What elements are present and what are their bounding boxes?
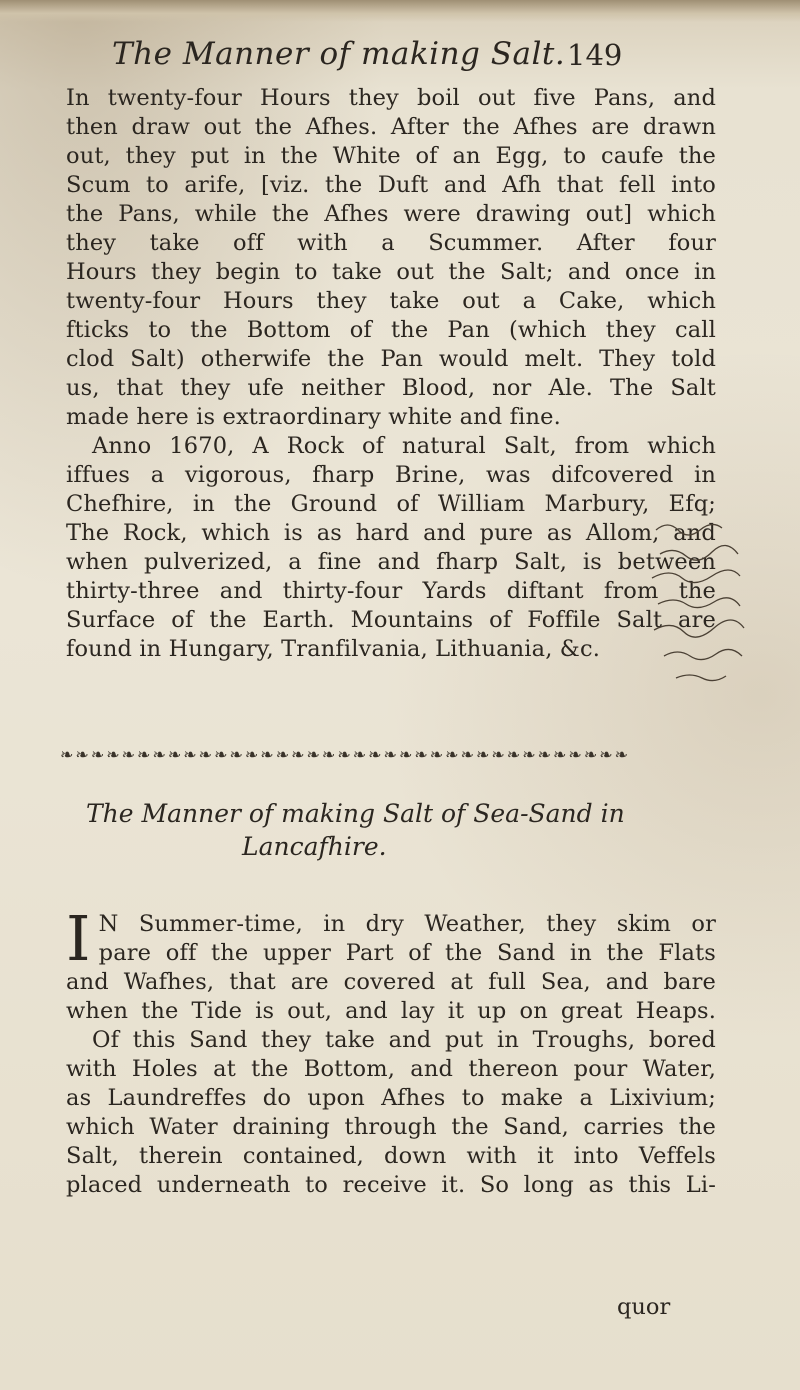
- catchword: quor: [617, 1294, 671, 1320]
- paragraph-sea-sand: [66, 902, 716, 1200]
- text-line: when pulverized, a fine and fharp Salt, is between: [66, 549, 716, 575]
- page-edge-shadow: [0, 0, 800, 22]
- text-line: Scum to arife, [viz. the Duft and Afh that fell into: [66, 172, 716, 198]
- text-line: placed underneath to receive it. So long as this Li-: [66, 1172, 716, 1198]
- text-line: Of this Sand they take and put in Troughs, bored: [92, 1027, 716, 1053]
- text-line: Chefhire, in the Ground of William Marbury, Efq;: [66, 491, 716, 517]
- text-line: then draw out the Afhes. After the Afhes are drawn: [66, 114, 716, 140]
- paragraph-salt-boiling: [66, 84, 716, 664]
- text-line: pare off the upper Part of the Sand in the Flats: [98, 940, 716, 966]
- text-line: us, that they ufe neither Blood, nor Ale. The Salt: [66, 375, 716, 401]
- text-line: and Wafhes, that are covered at full Sea, and bare: [66, 969, 716, 995]
- text-line: thirty-three and thirty-four Yards diftant from the: [66, 578, 716, 604]
- section-heading-line-1: The Manner of making Salt of Sea-Sand in: [86, 799, 625, 828]
- running-title: The Manner of making Salt.: [112, 36, 566, 72]
- text-line: out, they put in the White of an Egg, to caufe the: [66, 143, 716, 169]
- text-line: iffues a vigorous, fharp Brine, was difcovered in: [66, 462, 716, 488]
- text-line: made here is extraordinary white and fine.: [66, 404, 561, 430]
- text-line: Salt, therein contained, down with it into Veffels: [66, 1143, 716, 1169]
- text-line: the Pans, while the Afhes were drawing out] which: [66, 201, 716, 227]
- text-line: N Summer-time, in dry Weather, they skim or: [98, 911, 716, 937]
- text-line: when the Tide is out, and lay it up on great Heaps.: [66, 998, 716, 1024]
- text-line: found in Hungary, Tranfilvania, Lithuania, &c.: [66, 636, 601, 662]
- text-line: In twenty-four Hours they boil out five Pans, and: [66, 85, 716, 111]
- running-head: [0, 36, 800, 76]
- text-line: as Laundreffes do upon Afhes to make a Lixivium;: [66, 1085, 716, 1111]
- text-line: The Rock, which is as hard and pure as Allom, and: [66, 520, 716, 546]
- section-heading-line-2: Lancafhire.: [242, 832, 387, 861]
- text-line: fticks to the Bottom of the Pan (which they call: [66, 317, 716, 343]
- text-line: which Water draining through the Sand, carries the: [66, 1114, 716, 1140]
- text-line: Hours they begin to take out the Salt; and once in: [66, 259, 716, 285]
- text-line: clod Salt) otherwife the Pan would melt. They told: [66, 346, 716, 372]
- decorative-ornament-rule: ❧❧❧❧❧❧❧❧❧❧❧❧❧❧❧❧❧❧❧❧❧❧❧❧❧❧❧❧❧❧❧❧❧❧❧❧❧: [60, 745, 631, 764]
- drop-cap-initial: I: [66, 902, 91, 975]
- page-number: 149: [567, 38, 623, 72]
- text-line: they take off with a Scummer. After four: [66, 230, 716, 256]
- text-line: Surface of the Earth. Mountains of Foffile Salt are: [66, 607, 716, 633]
- text-line: with Holes at the Bottom, and thereon pour Water,: [66, 1056, 716, 1082]
- text-line: Anno 1670, A Rock of natural Salt, from which: [92, 433, 716, 459]
- text-line: twenty-four Hours they take out a Cake, which: [66, 288, 716, 314]
